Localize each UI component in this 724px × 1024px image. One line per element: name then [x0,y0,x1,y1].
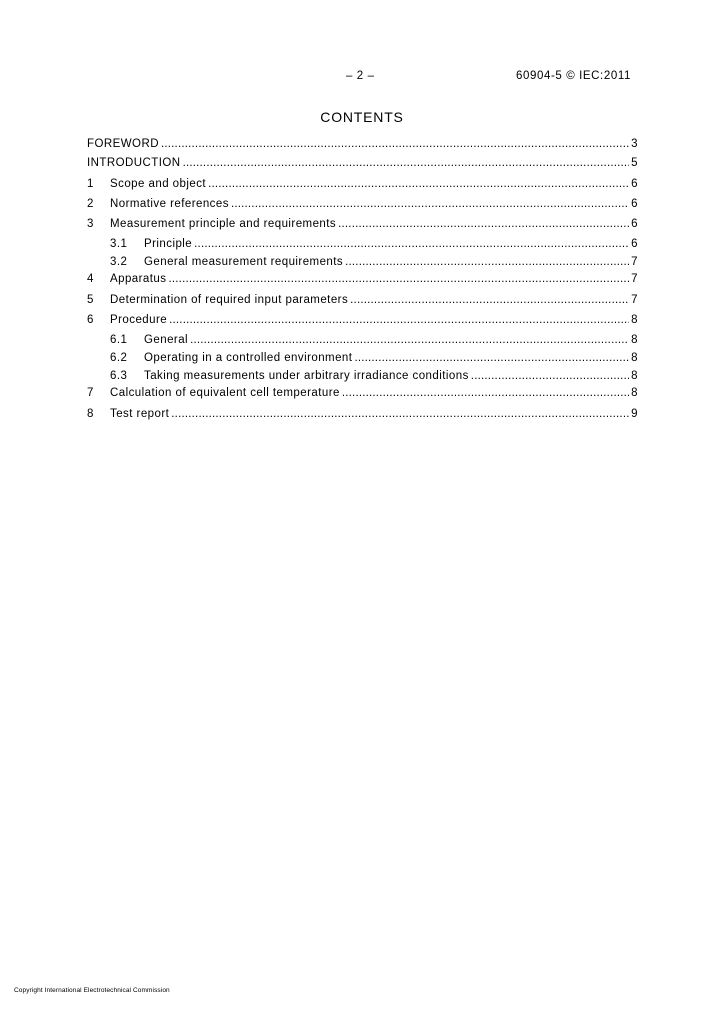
toc-entry-test-report[interactable] [87,408,638,424]
toc-section-number: 1 [87,178,94,190]
toc-entry-label: General measurement requirements [144,256,344,268]
toc-page-number: 8 [631,334,638,346]
toc-page-number: 8 [631,387,638,399]
toc-entry-label: Normative references [110,198,229,210]
toc-section-number: 6.2 [110,352,128,364]
toc-section-number: 6.3 [110,370,128,382]
toc-entry-input-parameters[interactable] [87,294,638,310]
toc-entry-label: General [144,334,189,346]
toc-page-number: 7 [631,256,638,268]
document-id: 60904-5 © IEC:2011 [516,70,631,82]
toc-page-number: 8 [631,352,638,364]
toc-entry-cell-temperature[interactable] [87,387,638,403]
toc-page-number: 7 [631,294,638,306]
toc-leader-dots [231,198,629,210]
toc-entry-label: Taking measurements under arbitrary irradiance conditions [144,370,469,382]
toc-page-number: 5 [631,157,638,169]
toc-entry-procedure[interactable] [87,314,638,330]
toc-section-number: 3 [87,218,94,230]
toc-section-number: 4 [87,273,94,285]
toc-entry-label: Apparatus [110,273,167,285]
toc-leader-dots [183,157,630,169]
toc-section-number: 3.1 [110,238,128,250]
toc-leader-dots [471,370,629,382]
toc-page-number: 6 [631,178,638,190]
copyright-notice: Copyright International Electrotechnical Commission [14,987,170,994]
page-header [0,70,724,86]
toc-entry-controlled-environment[interactable] [110,352,638,368]
toc-entry-label: FOREWORD [87,138,159,150]
toc-page-number: 6 [631,218,638,230]
page-title: CONTENTS [320,109,404,125]
toc-section-number: 6 [87,314,94,326]
toc-entry-foreword[interactable] [87,138,638,154]
toc-leader-dots [171,408,629,420]
toc-entry-label: Test report [110,408,170,420]
toc-page-number: 7 [631,273,638,285]
toc-leader-dots [342,387,629,399]
toc-entry-label: Operating in a controlled environment [144,352,353,364]
toc-entry-apparatus[interactable] [87,273,638,289]
toc-entry-scope[interactable] [87,178,638,194]
toc-entry-general[interactable] [110,334,638,350]
toc-leader-dots [169,314,629,326]
page-number: – 2 – [346,70,375,82]
toc-section-number: 6.1 [110,334,128,346]
toc-entry-normative-references[interactable] [87,198,638,214]
toc-entry-measurement-principle[interactable] [87,218,638,234]
toc-page-number: 9 [631,408,638,420]
toc-leader-dots [190,334,629,346]
toc-leader-dots [161,138,629,150]
toc-entry-label: Measurement principle and requirements [110,218,337,230]
toc-section-number: 8 [87,408,94,420]
toc-page-number: 8 [631,314,638,326]
toc-section-number: 5 [87,294,94,306]
toc-leader-dots [208,178,629,190]
toc-entry-label: Calculation of equivalent cell temperature [110,387,340,399]
toc-section-number: 7 [87,387,94,399]
toc-leader-dots [168,273,629,285]
toc-leader-dots [345,256,629,268]
toc-entry-arbitrary-irradiance[interactable] [110,370,638,386]
toc-page-number: 6 [631,198,638,210]
toc-entry-label: Determination of required input parameters [110,294,349,306]
toc-page-number: 8 [631,370,638,382]
toc-entry-introduction[interactable] [87,157,638,173]
toc-page-number: 6 [631,238,638,250]
toc-entry-label: Scope and object [110,178,207,190]
toc-entry-principle[interactable] [110,238,638,254]
toc-section-number: 2 [87,198,94,210]
toc-leader-dots [354,352,629,364]
toc-entry-general-measurement-requirements[interactable] [110,256,638,272]
toc-leader-dots [338,218,629,230]
toc-leader-dots [350,294,629,306]
toc-entry-label: Principle [144,238,193,250]
toc-entry-label: INTRODUCTION [87,157,181,169]
toc-page-number: 3 [631,138,638,150]
toc-section-number: 3.2 [110,256,128,268]
toc-entry-label: Procedure [110,314,168,326]
toc-leader-dots [194,238,629,250]
